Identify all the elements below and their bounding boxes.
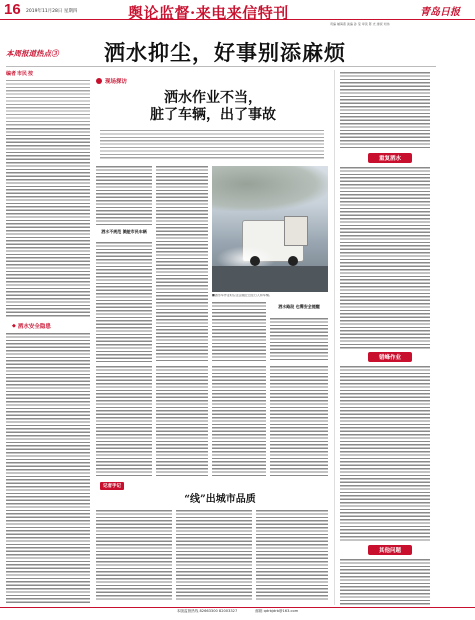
subhead-1: 洒水不规范 溅脏市民车辆 xyxy=(101,229,147,234)
section-bullet: ◆ xyxy=(12,322,16,329)
left-column-text-2 xyxy=(6,333,90,605)
article-lower-col3 xyxy=(212,366,266,476)
article-col1-text-b xyxy=(96,242,152,362)
reporter-note-headline: “线”出城市品质 xyxy=(184,494,256,505)
article-col3-text xyxy=(212,302,266,362)
page-number: 16 xyxy=(4,1,21,18)
reporter-note-col3 xyxy=(256,510,328,600)
right-section-repeat: 重复洒水 xyxy=(368,153,412,163)
series-label xyxy=(6,48,59,59)
left-section-title: 洒水安全隐患 xyxy=(17,323,51,330)
kicker-icon xyxy=(96,78,102,84)
left-section-head xyxy=(12,321,84,330)
photo-wheel xyxy=(288,256,298,266)
photo-tree xyxy=(212,166,328,211)
banner-headline: 洒水抑尘，好事别添麻烦 xyxy=(104,41,346,65)
series-text: 本周报道热点③ xyxy=(6,49,59,58)
editor-note-box xyxy=(6,70,90,126)
right-column-divider xyxy=(334,70,335,605)
left-column-text-1 xyxy=(6,128,90,318)
column-title: 舆论监督·来电来信特刊 xyxy=(128,4,289,22)
article-kicker xyxy=(96,77,127,85)
reporter-note-col1 xyxy=(96,510,172,600)
photo-caption: ■洒水车作业时应注意避让过往行人和车辆。 xyxy=(212,294,272,297)
issue-date: 2019年11月28日 星期四 xyxy=(26,9,78,14)
footer-email: 邮箱 qdrbjdrb@163.com xyxy=(255,609,299,613)
right-section-other: 其他问题 xyxy=(368,545,412,555)
photo-road xyxy=(212,266,328,292)
left-intro xyxy=(6,128,90,138)
photo-wheel xyxy=(250,256,260,266)
editor-prefix: 编者 xyxy=(6,71,17,77)
article-lower-col4 xyxy=(270,366,328,476)
masthead-logo: 青岛日报 xyxy=(420,7,460,18)
editor-name: 市民 xyxy=(17,71,28,77)
right-section-offpeak: 错峰作业 xyxy=(368,352,412,362)
article-deck-text xyxy=(100,130,324,136)
article-lower-col1 xyxy=(96,366,152,476)
right-col-text-1 xyxy=(340,72,430,150)
info-line: 责编 臧海燕 美编 孙 莹 审读 陈 光 排版 刘伟 xyxy=(330,22,390,26)
reporter-note-tag: 记者手记 xyxy=(100,482,124,490)
footer-rule xyxy=(0,607,475,608)
article-col1-text-a xyxy=(96,166,152,226)
banner-rule xyxy=(6,66,436,67)
editor-note-text xyxy=(6,80,90,126)
headline-line-1: 洒水作业不当， xyxy=(164,90,262,106)
news-photo xyxy=(212,166,328,292)
right-col-text-2 xyxy=(340,167,430,349)
right-col-text-3 xyxy=(340,366,430,542)
kicker-text: 现场探访 xyxy=(105,79,128,85)
article-headline xyxy=(96,90,330,124)
editor-note-title xyxy=(6,70,33,77)
right-col-text-4 xyxy=(340,559,430,605)
article-col4-text xyxy=(270,318,328,362)
article-col2-text xyxy=(156,166,208,362)
subhead-2: 洒水路段 也需安全提醒 xyxy=(278,304,320,309)
photo-truck-cab xyxy=(284,216,308,246)
footer xyxy=(0,609,475,619)
headline-line-2: 脏了车辆，出了事故 xyxy=(150,107,276,123)
reporter-note-col2 xyxy=(176,510,252,600)
footer-hotline: 本版监督热线 82663300 82003327 xyxy=(176,609,238,613)
editor-mark: 按 xyxy=(28,71,34,77)
page-header xyxy=(0,0,475,20)
article-lower-col2 xyxy=(156,366,208,476)
